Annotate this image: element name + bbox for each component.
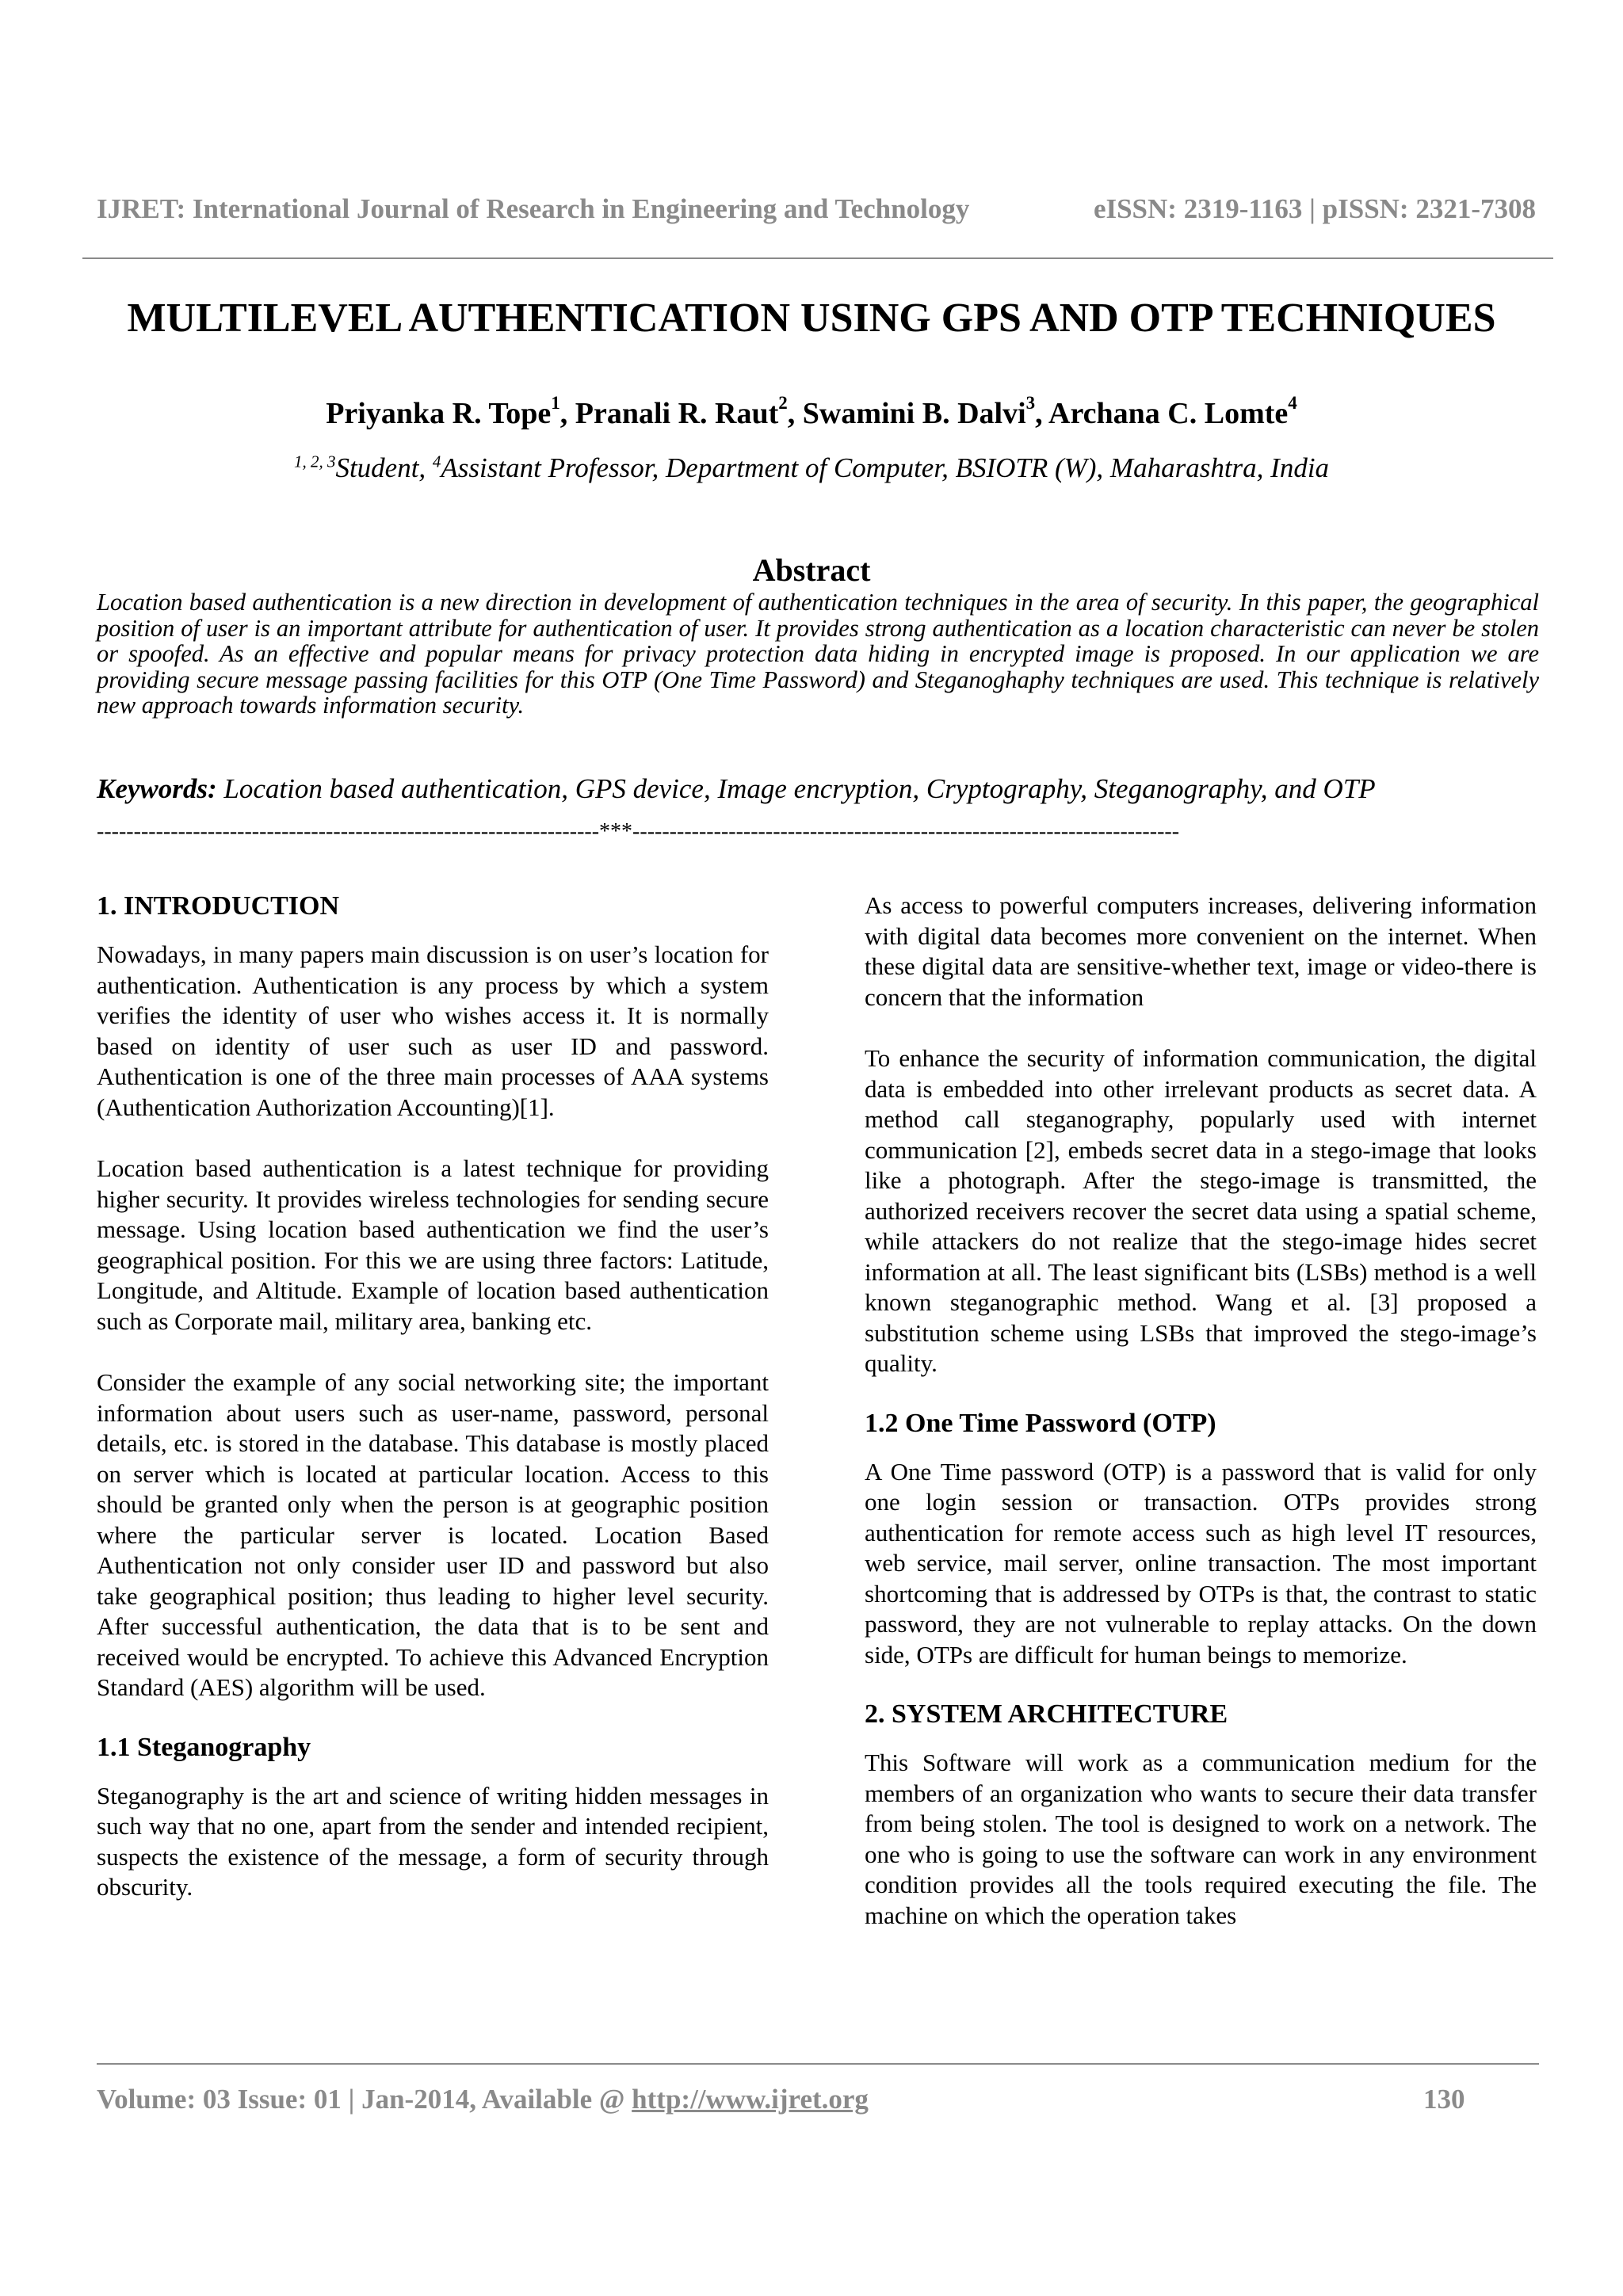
section-heading-system-architecture: 2. SYSTEM ARCHITECTURE (865, 1699, 1228, 1729)
footer-divider (97, 2063, 1539, 2065)
paper-title: MULTILEVEL AUTHENTICATION USING GPS AND OTP TECHNIQUES (127, 296, 1496, 341)
footer-url-link[interactable]: http://www.ijret.org (632, 2084, 869, 2115)
abstract-text: Location based authentication is a new direction in development of authentication techniques in the area of security. In this paper, the geographical position of user is an important attribute for authentication of user. It provides strong authentication as a location characteristic can never be stolen or spoofed. As an effective and popular means for privacy protection data hiding in encrypted image is proposed. In our application we are providing secure message passing facilities for this OTP (One Time Password) and Steganoghaphy techniques are used. This technique is relatively new approach towards information security. (97, 589, 1539, 719)
body-paragraph: As access to powerful computers increases, delivering information with digital data becomes more convenient on the internet. When these digital data are sensitive-whether text, image or video-there is concern that the information (865, 891, 1537, 1011)
section-heading-introduction: 1. INTRODUCTION (97, 891, 340, 921)
author-name: Swamini B. Dalvi (802, 397, 1026, 430)
abstract-heading: Abstract (752, 552, 871, 588)
journal-issn: eISSN: 2319-1163 | pISSN: 2321-7308 (1093, 193, 1536, 224)
footer-volume-text: Volume: 03 Issue: 01 | Jan-2014, Available @ (97, 2084, 632, 2115)
section-heading-otp: 1.2 One Time Password (OTP) (865, 1408, 1216, 1438)
affiliation-department: Assistant Professor, Department of Computer, BSIOTR (W), Maharashtra, India (441, 452, 1330, 483)
body-paragraph: Nowadays, in many papers main discussion is on user’s location for authentication. Authentication is any process by which a system verifies the identity of user who wishes access it. It is normally based on identity of user such as user ID and password. Authentication is one of the three main processes of AAA systems (Authentication Authorization Accounting)[1]. (97, 940, 769, 1121)
author-list: Priyanka R. Tope$^1$, Pranali R. Raut$^2$, Swamini B. Dalvi$^3$, Archana C. Lomte$^4$ (326, 393, 1297, 430)
author-sup: 3 (1025, 393, 1036, 414)
body-paragraph: Consider the example of any social networking site; the important information about users such as user-name, password, personal details, etc. is stored in the database. This database is mostly placed on server which is located at particular location. Access to this should be granted only when the person is at geographic position where the particular server is located. Location Based Authentication not only consider user ID and password but also take geographical position; thus leading to higher level security. After successful authentication, the data that is to be sent and received would be encrypted. To achieve this Advanced Encryption Standard (AES) algorithm will be used. (97, 1368, 769, 1701)
body-paragraph: Location based authentication is a latest technique for providing higher security. It provides wireless technologies for sending secure message. Using location based authentication we find the user’s geographical position. For this we are using three factors: Latitude, Longitude, and Altitude. Example of location based authentication such as Corporate mail, military area, banking etc. (97, 1154, 769, 1335)
keywords-label: Keywords: (97, 773, 217, 804)
header-divider (82, 257, 1553, 259)
author-name: Pranali R. Raut (575, 397, 779, 430)
section-heading-steganography: 1.1 Steganography (97, 1732, 311, 1762)
author-sup: 2 (778, 393, 788, 414)
body-paragraph: A One Time password (OTP) is a password that is valid for only one login session or transaction. OTPs provides strong authentication for remote access such as high level IT resources, web service, mail server, online transaction. The most important shortcoming that is addressed by OTPs is that, the contrast to static password, they are not vulnerable to replay attacks. On the down side, OTPs are difficult for human beings to memorize. (865, 1457, 1537, 1669)
body-paragraph: Steganography is the art and science of writing hidden messages in such way that no one, apart from the sender and intended recipient, suspects the existence of the message, a form of security through obscurity. (97, 1781, 769, 1901)
keywords-text: Location based authentication, GPS device, Image encryption, Cryptography, Steganography, and OTP (216, 773, 1376, 804)
footer-volume (97, 2084, 869, 2115)
keywords-line (97, 773, 1555, 805)
left-column (97, 891, 769, 1903)
author-sup: 4 (1288, 393, 1297, 414)
author-name: Archana C. Lomte (1048, 397, 1289, 430)
page-number: 130 (1423, 2084, 1465, 2115)
affiliation-sup: 4 (432, 452, 441, 471)
journal-header (0, 193, 1623, 231)
journal-name: IJRET: International Journal of Research in Engineering and Technology (97, 193, 970, 224)
affiliation-role: Student, (335, 452, 433, 483)
author-sup: 1 (551, 393, 560, 414)
section-separator: --------------------------------------------------------------------***-------------------------------------------------------------------------- (97, 819, 1180, 844)
author-affiliation (0, 452, 1623, 484)
affiliation-sup: 1, 2, 3 (293, 452, 336, 471)
body-paragraph: To enhance the security of information communication, the digital data is embedded into other irrelevant products as secret data. A method call steganography, popularly used with internet communication [2], embeds secret data in a stego-image that looks like a photograph. After the stego-image is transmitted, the authorized receivers recover the secret data using a spatial scheme, while attackers do not realize that the stego-image hides secret information at all. The least significant bits (LSBs) method is a well known steganographic method. Wang et al. [3] proposed a substitution scheme using LSBs that improved the stego-image’s quality. (865, 1044, 1537, 1377)
body-paragraph: This Software will work as a communication medium for the members of an organization who wants to secure their data transfer from being stolen. The tool is designed to work on a network. The one who is going to use the software can work in any environment condition provides all the tools required executing the file. The machine on which the operation takes (865, 1749, 1537, 1929)
author-name: Priyanka R. Tope (326, 397, 552, 430)
right-column (865, 891, 1537, 1931)
